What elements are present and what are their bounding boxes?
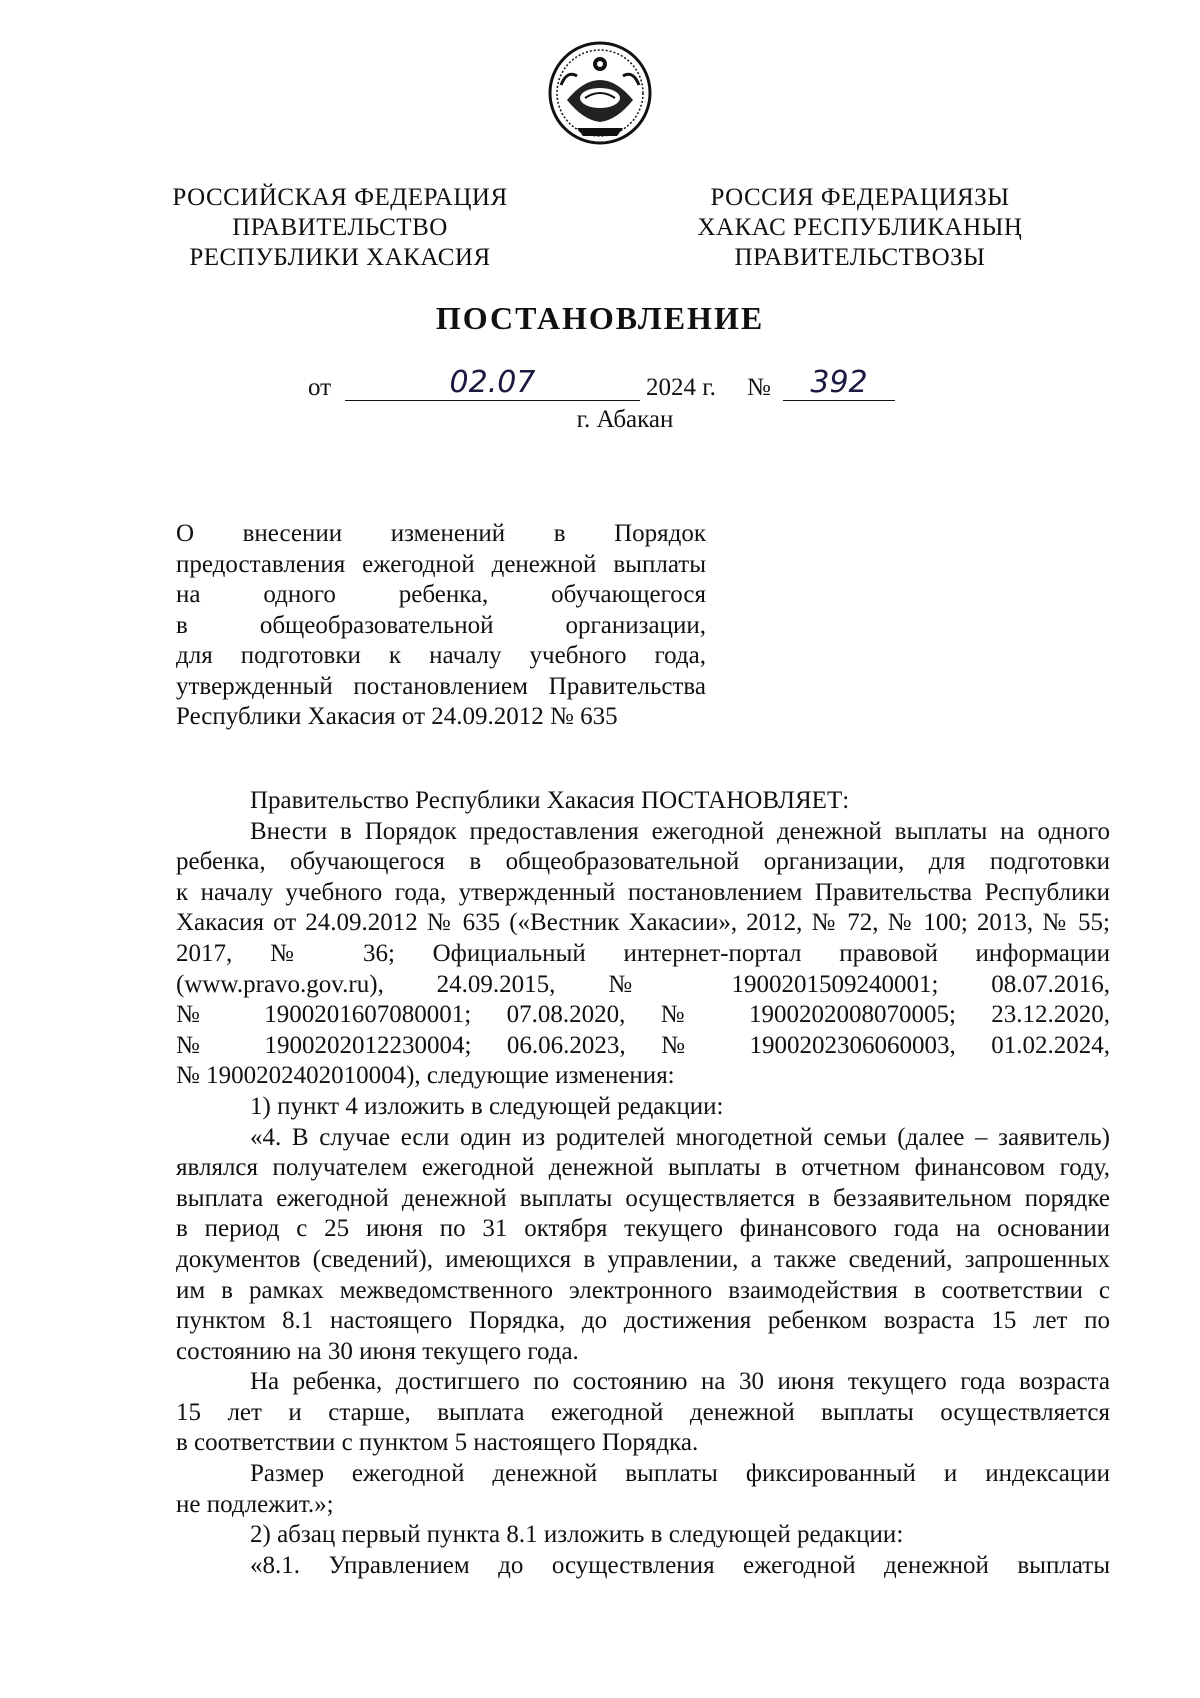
body-line: выплата ежегодной денежной выплаты осуществляется в беззаявительном порядке: [176, 1184, 1110, 1212]
body-line: в соответствии с пунктом 5 настоящего Порядка.: [176, 1429, 699, 1457]
body-line: не подлежит.»;: [176, 1490, 334, 1518]
city: г. Абакан: [576, 406, 674, 433]
body-text: [176, 786, 1110, 1581]
subject-block: [176, 519, 706, 733]
date-number-line: [0, 365, 1200, 408]
subject-line: в общеобразовательной организации,: [176, 611, 706, 639]
subject-line: утвержденный постановлением Правительства: [176, 672, 706, 700]
number-label: №: [747, 374, 771, 401]
body-line: 2017, № 36; Официальный интернет-портал правовой информации: [176, 939, 1110, 967]
body-line: ребенка, обучающегося в общеобразовательной организации, для подготовки: [176, 848, 1110, 876]
header-left-line-1: РОССИЙСКАЯ ФЕДЕРАЦИЯ: [172, 184, 508, 211]
body-line: состоянию на 30 июня текущего года.: [176, 1337, 579, 1365]
body-line: № 1900201607080001; 07.08.2020, № 1900202008070005; 23.12.2020,: [176, 1001, 1110, 1029]
header-right-line-1: РОССИЯ ФЕДЕРАЦИЯЗЫ: [710, 184, 1010, 211]
header-right: [680, 183, 1040, 273]
subject-line: Республики Хакасия от 24.09.2012 № 635: [176, 703, 618, 730]
body-line: На ребенка, достигшего по состоянию на 30 июня текущего года возраста: [250, 1368, 1110, 1396]
body-line: 1) пункт 4 изложить в следующей редакции:: [250, 1092, 724, 1120]
body-line: Хакасия от 24.09.2012 № 635 («Вестник Хакасии», 2012, № 72, № 100; 2013, № 55;: [176, 909, 1110, 937]
body-line: документов (сведений), имеющихся в управлении, а также сведений, запрошенных: [176, 1245, 1110, 1273]
body-line: пунктом 8.1 настоящего Порядка, до достижения ребенком возраста 15 лет по: [176, 1307, 1110, 1335]
body-line: в период с 25 июня по 31 октября текущего финансового года на основании: [176, 1215, 1110, 1243]
body-line: 2) абзац первый пункта 8.1 изложить в следующей редакции:: [250, 1521, 904, 1549]
subject-line: предоставления ежегодной денежной выплаты: [176, 550, 706, 578]
header-left-line-2: ПРАВИТЕЛЬСТВО: [232, 214, 448, 241]
header-right-line-2: ХАКАС РЕСПУБЛИКАНЫҢ: [697, 214, 1023, 241]
body-line: Размер ежегодной денежной выплаты фиксированный и индексации: [250, 1460, 1110, 1488]
body-line: Внести в Порядок предоставления ежегодной денежной выплаты на одного: [250, 817, 1110, 845]
subject-line: для подготовки к началу учебного года,: [176, 642, 706, 669]
handwritten-date: 02.07: [345, 368, 640, 401]
body-line: «4. В случае если один из родителей многодетной семьи (далее – заявитель): [250, 1123, 1110, 1151]
body-line: «8.1. Управлением до осуществления ежегодной денежной выплаты: [250, 1551, 1110, 1579]
body-line: к началу учебного года, утвержденный постановлением Правительства Республики: [176, 878, 1110, 906]
body-line: являлся получателем ежегодной денежной выплаты в отчетном финансовом году,: [176, 1154, 1110, 1182]
subject-line: на одного ребенка, обучающегося: [176, 581, 706, 608]
body-line: им в рамках межведомственного электронного взаимодействия в соответствии с: [176, 1276, 1110, 1304]
body-line: Правительство Республики Хакасия ПОСТАНОВЛЯЕТ:: [250, 787, 850, 814]
subject-line: О внесении изменений в Порядок: [176, 520, 706, 547]
from-label: от: [308, 374, 332, 401]
body-line: № 1900202012230004; 06.06.2023, № 1900202306060003, 01.02.2024,: [176, 1031, 1110, 1059]
header-left-line-3: РЕСПУБЛИКИ ХАКАСИЯ: [189, 244, 491, 271]
header-left: [160, 183, 520, 273]
coat-of-arms-emblem: [547, 40, 653, 146]
handwritten-number: 392: [783, 368, 895, 401]
body-line: № 1900202402010004), следующие изменения:: [176, 1062, 675, 1090]
document-type-title: ПОСТАНОВЛЕНИЕ: [435, 300, 765, 336]
header-right-line-3: ПРАВИТЕЛЬСТВОЗЫ: [734, 244, 986, 271]
year-label: 2024 г.: [646, 374, 716, 401]
body-line: (www.pravo.gov.ru), 24.09.2015, № 1900201509240001; 08.07.2016,: [176, 970, 1110, 998]
body-line: 15 лет и старше, выплата ежегодной денежной выплаты осуществляется: [176, 1398, 1110, 1426]
